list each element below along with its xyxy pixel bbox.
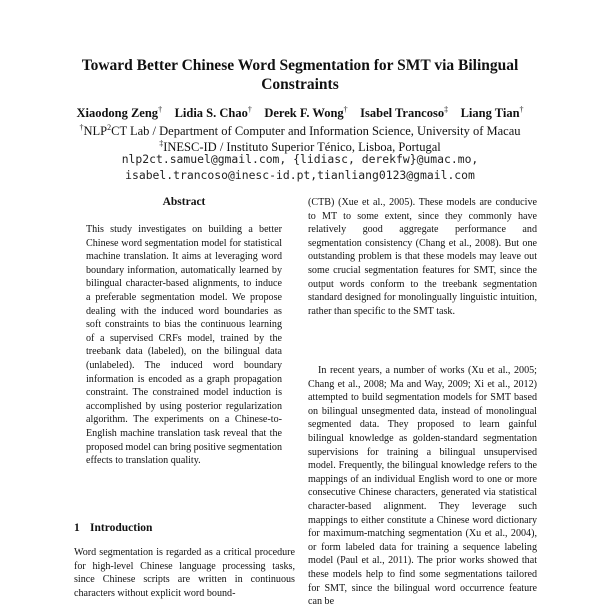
section-title: Introduction bbox=[90, 522, 153, 534]
affiliation-text: INESC-ID / Instituto Superior Ténico, Lisboa, Portugal bbox=[163, 140, 441, 155]
affiliation-superscript: 2 bbox=[107, 123, 112, 132]
introduction-text: Word segmentation is regarded as a critical procedure for high-level Chinese language processing tasks, since Chinese scripts are written in continuous characters without explicit word bound- bbox=[74, 547, 295, 599]
affiliation-mark: ‡ bbox=[159, 139, 164, 148]
affiliation-mark: † bbox=[79, 123, 84, 132]
author-mark: † bbox=[158, 105, 163, 114]
paper-title bbox=[60, 56, 540, 94]
right-column-paragraph-2: In recent years, a number of works (Xu et al., 2005; Chang et al., 2008; Ma and Way, 2009; Xi et al., 2012) attempted to build segmentation models for SMT based on bilingual unsegmented data, instead of monolingual segmented data. They proposed to learn gainful bilingual knowledge as golden-standard segmentation supervisions for training a bilingual unsupervised model. Frequently, the bilingual knowledge refers to the mappings of an individual English word to one or more consecutive Chinese characters, generated via statistical character-based alignment. They leverage such mappings to either constitute a Chinese word dictionary for maximum-matching segmentation (Xu et al., 2004), or form labeled data for training a sequence labeling model (Paul et al., 2011). The prior works showed that these models help to find some segmentations tailored for SMT, since the bilingual word occurrence feature can be bbox=[308, 365, 537, 608]
author-name: Isabel Trancoso bbox=[360, 106, 445, 121]
author-name: Xiaodong Zeng bbox=[76, 106, 159, 121]
abstract-text: This study investigates on building a better Chinese word segmentation model for statistical machine translation. It aims at leveraging word boundary information, automatically learned by bilingual character-based alignments, to induce a preferable segmentation model. We propose dealing with the induced word boundaries as soft constraints to bias the continuous learning of a supervised CRFs model, trained by the treebank data (labeled), on the bilingual data (unlabeled). The induced word boundary information is encoded as a graph propagation constraint. The constrained model induction is accomplished by using posterior regularization algorithm. The experiments on a Chinese-to-English machine translation task reveal that the proposed model can bring positive segmentation effects to translation quality. bbox=[86, 224, 282, 467]
affiliation-text: CT Lab / Department of Computer and Information Science, University of Macau bbox=[111, 124, 521, 139]
abstract-heading: Abstract bbox=[162, 196, 206, 208]
author-name: Liang Tian bbox=[460, 106, 520, 121]
title-line-2: Constraints bbox=[261, 76, 339, 93]
email-line-2: isabel.trancoso@inesc-id.pt,tianliang0123@gmail.com bbox=[125, 168, 475, 182]
author-name: Derek F. Wong bbox=[264, 106, 344, 121]
right-column-paragraph-1: (CTB) (Xue et al., 2005). These models are conducive to MT to some extent, since they commonly have relatively good aggregate performance and segmentation consistency (Chang et al., 2008). But one outstanding problem is that these models may leave out some crucial segmentation features for SMT, since the output words conform to the treebank segmentation standard designed for monolingually linguistic intuition, rather than specific to the SMT task. bbox=[308, 197, 537, 317]
author-mark: † bbox=[519, 105, 524, 114]
email-line-1: nlp2ct.samuel@gmail.com, {lidiasc, derekfw}@umac.mo, bbox=[121, 152, 479, 166]
title-line-1: Toward Better Chinese Word Segmentation for SMT via Bilingual bbox=[81, 57, 519, 74]
affiliation-lead: NLP bbox=[83, 124, 108, 139]
section-heading-introduction bbox=[74, 522, 152, 534]
author-mark: † bbox=[343, 105, 348, 114]
author-name: Lidia S. Chao bbox=[174, 106, 248, 121]
author-list bbox=[40, 102, 560, 121]
author-mark: ‡ bbox=[444, 105, 449, 114]
section-number: 1 bbox=[74, 522, 80, 534]
author-mark: † bbox=[247, 105, 252, 114]
